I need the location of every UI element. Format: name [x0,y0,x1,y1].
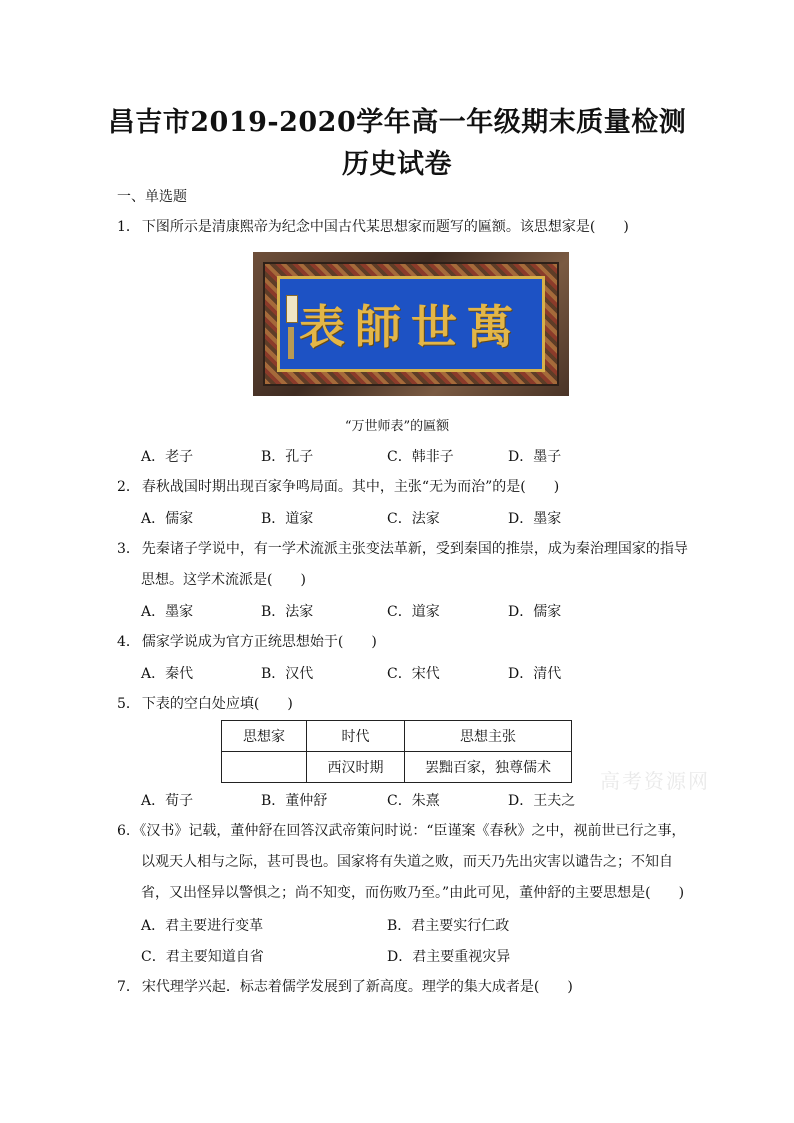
table-row [222,752,572,783]
table-cell: 罢黜百家，独尊儒术 [405,752,572,783]
option-a[interactable]: A．老子 [141,449,194,465]
watermark: 高考资源网 [600,769,710,793]
question-text: 宋代理学兴起．标志着儒学发展到了新高度。理学的集大成者是( ) [141,979,573,995]
option-a[interactable]: A．墨家 [141,604,194,620]
plaque-inscription: 表師世萬 [299,300,523,354]
option-b[interactable]: B．孔子 [261,449,314,465]
question-number: 7． [117,979,140,995]
table-header-cell: 时代 [307,721,405,752]
exam-subtitle: 历史试卷 [342,149,452,180]
option-b[interactable]: B．法家 [261,604,314,620]
options-q6-row2 [141,946,701,966]
question-6-line-3: 省，又出怪异以警惧之；尚不知变，而伤败乃至。”由此可见，董仲舒的主要思想是( ) [141,885,685,901]
option-b[interactable]: B．道家 [261,511,314,527]
question-text: 下表的空白处应填( ) [141,696,293,712]
options-q6-row1 [141,915,701,935]
options-q5 [141,790,701,810]
question-1 [117,217,629,237]
question-6-line-2: 以观天人相与之际，甚可畏也。国家将有失道之败，而天乃先出灾害以谴告之；不知自 [141,854,673,870]
options-q4 [141,663,701,683]
question-2 [117,477,559,497]
question-number: 5． [117,696,140,712]
plaque-panel [277,276,545,372]
question-number: 6. [117,823,131,839]
option-a[interactable]: A．秦代 [141,666,194,682]
option-d[interactable]: D．儒家 [508,604,562,620]
question-number: 4． [117,634,140,650]
option-a[interactable]: A．儒家 [141,511,194,527]
question-3-continued: 思想。这学术流派是( ) [141,572,306,588]
option-b[interactable]: B．董仲舒 [261,793,328,809]
question-7 [117,977,573,997]
question-number: 3． [117,541,140,557]
plaque-image [253,252,569,396]
exam-title: 昌吉市2019-2020学年高一年级期末质量检测 [107,107,687,138]
option-c[interactable]: C．朱熹 [387,793,440,809]
question-6 [117,821,686,841]
question-5 [117,694,293,714]
table-header-row [222,721,572,752]
option-d[interactable]: D．墨子 [508,449,562,465]
table-cell: 西汉时期 [307,752,405,783]
option-c[interactable]: C．君主要知道自省 [141,949,264,965]
question-number: 2． [117,479,140,495]
options-q3 [141,601,701,621]
question-text: 先秦诸子学说中，有一学术流派主张变法革新，受到秦国的推崇，成为秦治理国家的指导 [141,541,688,557]
option-b[interactable]: B．君主要实行仁政 [387,918,510,934]
thinker-table [221,720,572,783]
option-c[interactable]: C．法家 [387,511,440,527]
table-header-cell: 思想主张 [405,721,572,752]
question-text: 下图所示是清康熙帝为纪念中国古代某思想家而题写的匾额。该思想家是( ) [141,219,629,235]
option-a[interactable]: A．君主要进行变革 [141,918,264,934]
options-q2 [141,508,701,528]
options-q1 [141,446,701,466]
section-label: 一、单选题 [117,189,187,205]
question-text: 《汉书》记载，董仲舒在回答汉武帝策问时说：“臣谨案《春秋》之中，视前世已行之事， [132,823,686,839]
table-header-cell: 思想家 [222,721,307,752]
option-a[interactable]: A．荀子 [141,793,194,809]
option-d[interactable]: D．王夫之 [508,793,576,809]
option-d[interactable]: D．清代 [508,666,562,682]
image-caption: “万世师表”的匾额 [344,419,450,434]
option-c[interactable]: C．韩非子 [387,449,454,465]
option-d[interactable]: D．君主要重视灾异 [387,949,511,965]
question-text: 儒家学说成为官方正统思想始于( ) [141,634,377,650]
option-c[interactable]: C．宋代 [387,666,440,682]
option-d[interactable]: D．墨家 [508,511,562,527]
question-3 [117,539,688,559]
question-text: 春秋战国时期出现百家争鸣局面。其中，主张“无为而治”的是( ) [141,479,560,495]
option-c[interactable]: C．道家 [387,604,440,620]
table-cell-blank [222,752,307,783]
question-number: 1． [117,219,140,235]
option-b[interactable]: B．汉代 [261,666,314,682]
question-4 [117,632,377,652]
